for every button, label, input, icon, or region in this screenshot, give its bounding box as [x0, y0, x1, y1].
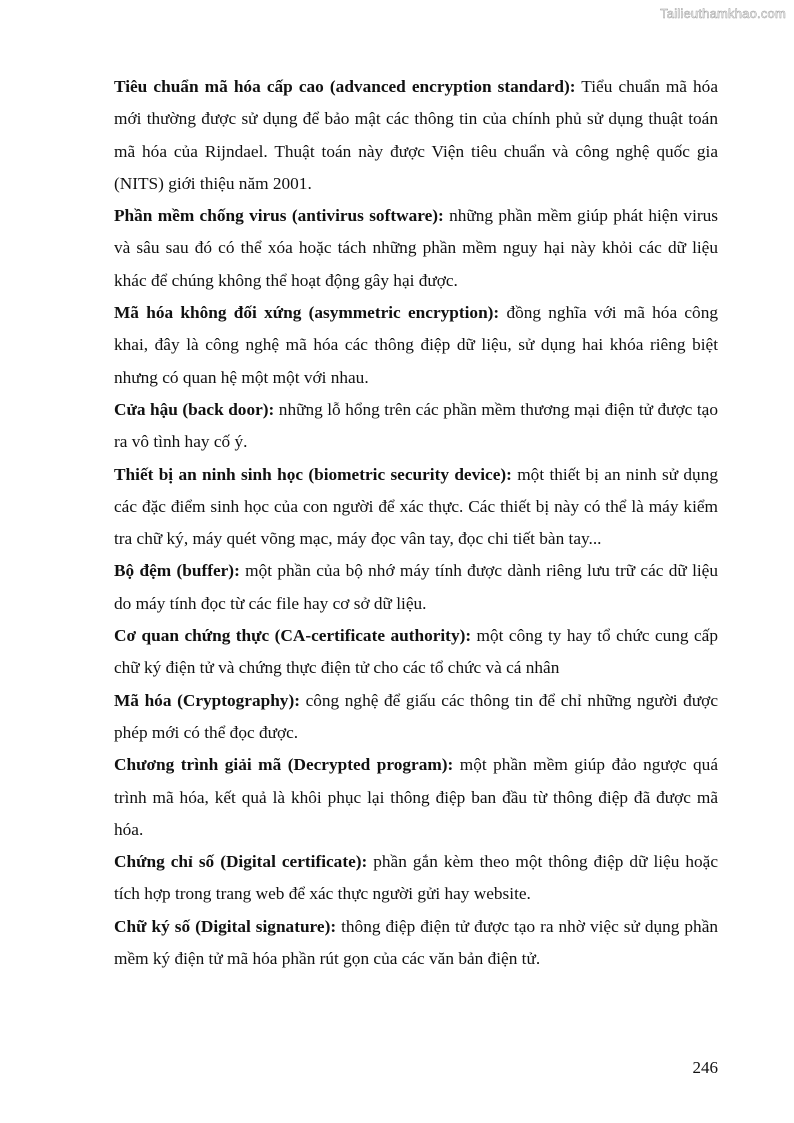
- glossary-definition: một phần mềm giúp đảo ngược quá trình mã hóa, kết quả là khôi phục lại thông điệp ban đầu từ thông điệp đã được mã hóa.: [114, 755, 718, 839]
- glossary-entry: [114, 394, 718, 459]
- glossary-definition: đồng nghĩa với mã hóa công khai, đây là công nghệ mã hóa các thông điệp dữ liệu, sử dụng hai khóa riêng biệt nhưng có quan hệ một một với nhau.: [114, 303, 718, 387]
- glossary-entry: [114, 685, 718, 750]
- glossary-definition: những lỗ hổng trên các phần mềm thương mại điện tử được tạo ra vô tình hay cố ý.: [114, 399, 718, 452]
- glossary-term: Bộ đệm (buffer):: [114, 561, 240, 581]
- glossary-entry: [114, 620, 718, 685]
- glossary-entry: [114, 459, 718, 556]
- glossary-term: Chữ ký số (Digital signature):: [114, 916, 337, 936]
- glossary-term: Chứng chỉ số (Digital certificate):: [114, 852, 368, 872]
- glossary-entry: [114, 911, 718, 976]
- glossary-definition: phần gắn kèm theo một thông điệp dữ liệu hoặc tích hợp trong trang web để xác thực người gửi hay website.: [114, 852, 718, 904]
- glossary-term: Tiêu chuẩn mã hóa cấp cao (advanced encryption standard):: [114, 77, 576, 96]
- glossary-definition: những phần mềm giúp phát hiện virus và sâu sau đó có thể xóa hoặc tách những phần mềm nguy hại này khỏi các dữ liệu khác để chúng không thể hoạt động gây hại được.: [114, 206, 718, 290]
- glossary-term: Chương trình giải mã (Decrypted program):: [114, 755, 454, 775]
- glossary-content: [114, 71, 718, 975]
- glossary-definition: thông điệp điện tử được tạo ra nhờ việc sử dụng phần mềm ký điện tử mã hóa phần rút gọn của các văn bản điện tử.: [114, 916, 719, 969]
- glossary-term: Thiết bị an ninh sinh học (biometric security device):: [114, 464, 512, 484]
- glossary-term: Cửa hậu (back door):: [114, 399, 275, 419]
- glossary-entry: [114, 846, 718, 911]
- glossary-entry: [114, 71, 718, 200]
- glossary-definition: một phần của bộ nhớ máy tính được dành riêng lưu trữ các dữ liệu do máy tính đọc từ các file hay cơ sở dữ liệu.: [114, 561, 718, 613]
- glossary-entry: [114, 555, 718, 620]
- glossary-definition: công nghệ để giấu các thông tin để chỉ những người được phép mới có thể đọc được.: [114, 690, 718, 742]
- page-number: 246: [692, 1058, 718, 1077]
- watermark: Tailieuthamkhao.com: [660, 6, 786, 21]
- glossary-term: Cơ quan chứng thực (CA-certificate authority):: [114, 626, 472, 646]
- glossary-definition: một công ty hay tổ chức cung cấp chữ ký điện tử và chứng thực điện tử cho các tổ chức và cá nhân: [114, 626, 718, 678]
- glossary-definition: một thiết bị an ninh sử dụng các đặc điểm sinh học của con người để xác thực. Các thiết bị này có thể là máy kiểm tra chữ ký, máy quét võng mạc, máy đọc vân tay, đọc chi tiết bàn tay...: [114, 464, 718, 549]
- glossary-entry: [114, 749, 718, 846]
- glossary-term: Mã hóa (Cryptography):: [114, 690, 300, 710]
- glossary-definition: Tiểu chuẩn mã hóa mới thường được sử dụng để bảo mật các thông tin của chính phủ sử dụng thuật toán mã hóa của Rijndael. Thuật toán này được Viện tiêu chuẩn và công nghệ quốc gia (NITS) giới thiệu năm 2001.: [114, 77, 718, 193]
- glossary-term: Phần mềm chống virus (antivirus software):: [114, 206, 444, 226]
- glossary-entry: [114, 297, 718, 394]
- glossary-entry: [114, 200, 718, 297]
- glossary-term: Mã hóa không đối xứng (asymmetric encryption):: [114, 303, 500, 323]
